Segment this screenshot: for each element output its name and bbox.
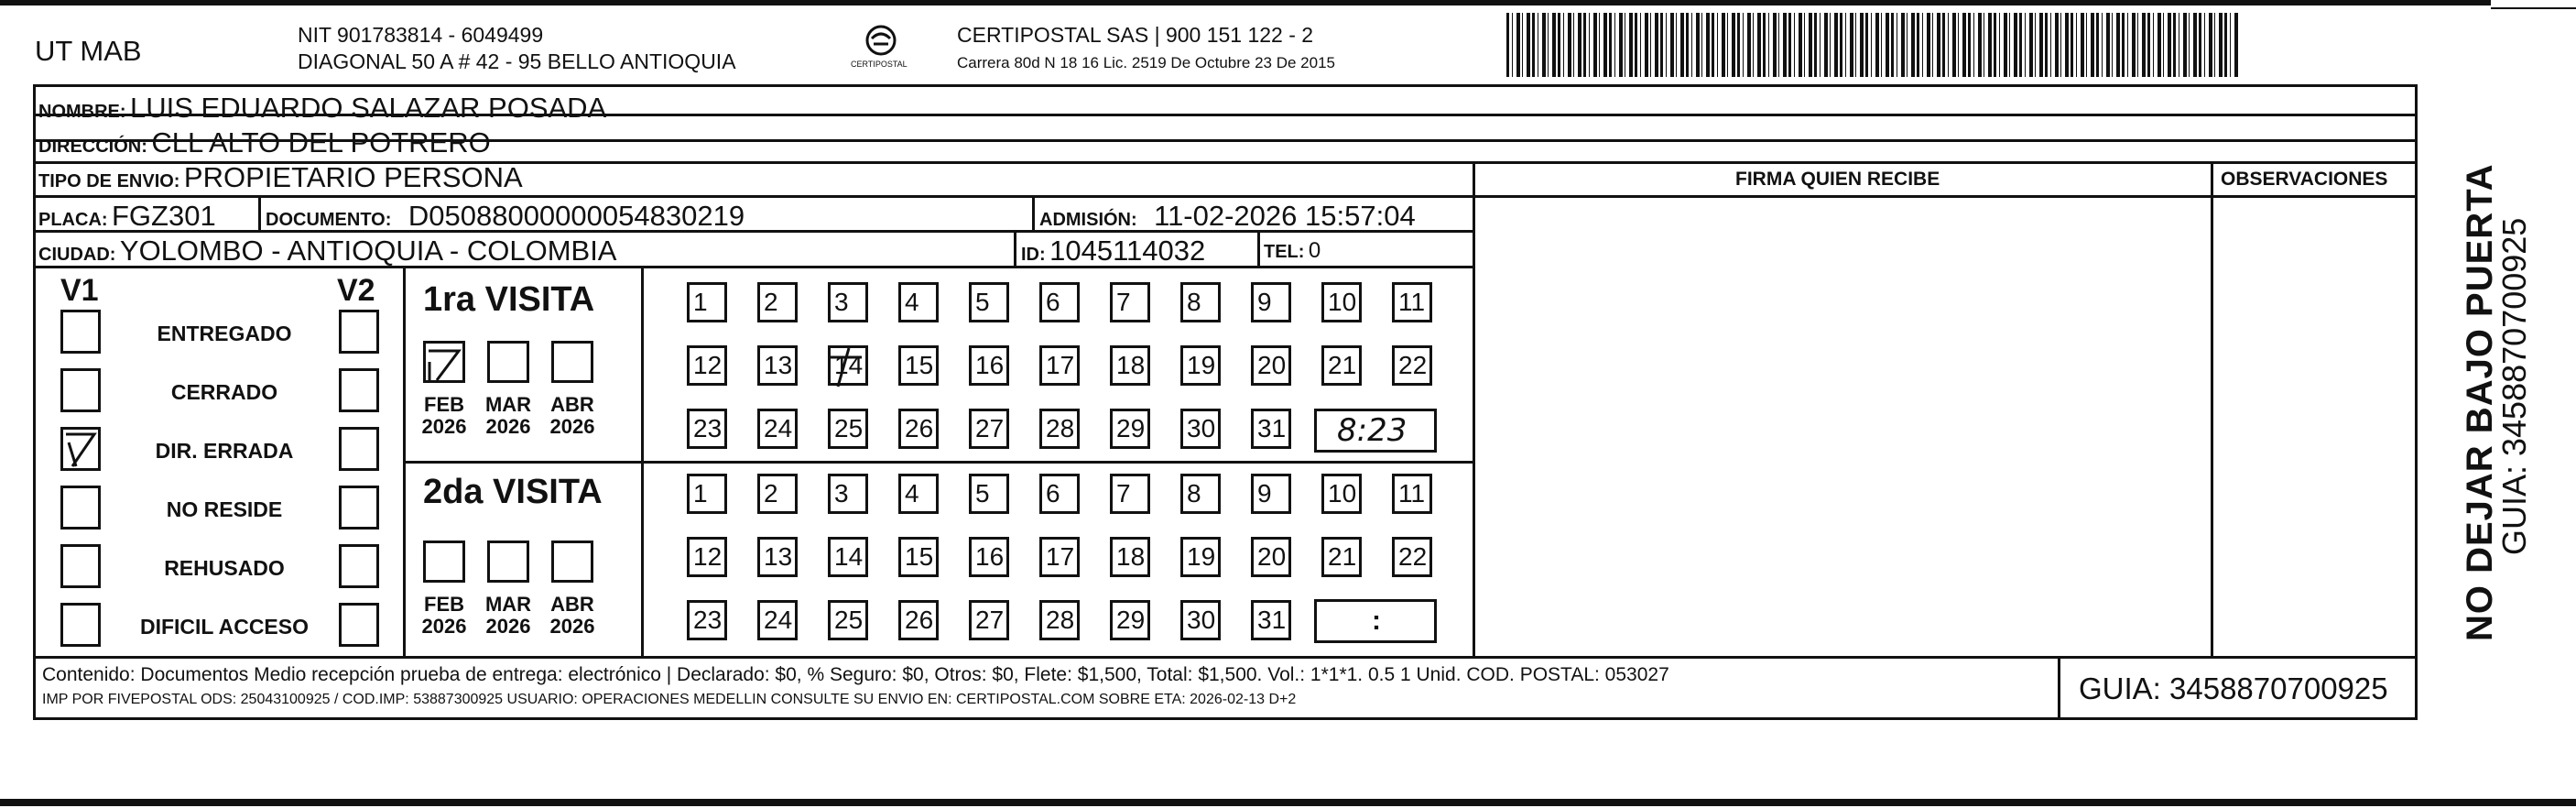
day-box[interactable] [1251, 282, 1291, 322]
day-number: 12 [693, 351, 723, 379]
month-name: MAR [484, 593, 532, 616]
day-box[interactable] [1180, 537, 1221, 577]
month-label [481, 394, 536, 438]
day-number: 7 [1116, 288, 1131, 316]
month-label [545, 594, 600, 638]
day-number: 23 [693, 414, 723, 442]
day-number: 9 [1257, 479, 1272, 508]
day-box[interactable] [1039, 409, 1080, 449]
day-number: 8 [1187, 288, 1201, 316]
day-number: 21 [1328, 351, 1357, 379]
day-number: 19 [1187, 351, 1216, 379]
day-box[interactable] [828, 600, 868, 640]
day-number: 23 [693, 606, 723, 634]
day-number: 29 [1116, 606, 1146, 634]
day-box[interactable] [757, 537, 798, 577]
company-address: DIAGONAL 50 A # 42 - 95 BELLO ANTIOQUIA [298, 49, 736, 73]
row-rule [33, 195, 2418, 198]
status-option-label: REHUSADO [164, 556, 285, 580]
day-number: 8 [1187, 479, 1201, 508]
bottom-border [0, 799, 2576, 806]
month-name: FEB [424, 593, 464, 616]
day-number: 9 [1257, 288, 1272, 316]
day-number: 10 [1328, 479, 1357, 508]
observaciones-header: OBSERVACIONES [2221, 169, 2388, 190]
first-time-box[interactable] [1314, 409, 1437, 453]
day-number: 3 [834, 479, 849, 508]
v2-checkbox[interactable] [339, 486, 379, 530]
month-checkbox[interactable] [487, 341, 529, 383]
v1-checkbox[interactable] [60, 368, 101, 412]
month-name: ABR [550, 593, 594, 616]
day-number: 21 [1328, 542, 1357, 571]
day-number: 12 [693, 542, 723, 571]
admision-label: ADMISIÓN: [1039, 210, 1137, 230]
day-box[interactable] [828, 474, 868, 514]
day-box[interactable] [1251, 537, 1291, 577]
day-box[interactable] [1321, 282, 1362, 322]
corner-rule [2491, 7, 2576, 9]
direccion-value: CLL ALTO DEL POTRERO [151, 126, 491, 158]
status-option-label: DIR. ERRADA [155, 439, 294, 463]
day-box[interactable] [969, 345, 1009, 386]
admision-value: 11-02-2026 15:57:04 [1154, 200, 1416, 232]
col-rule [2415, 110, 2418, 659]
col-rule [2211, 161, 2213, 659]
day-number: 14 [834, 351, 864, 379]
id-row [1021, 236, 1205, 265]
footer-guia: GUIA: 3458870700925 [2079, 672, 2388, 705]
ciudad-row [38, 236, 616, 265]
status-option-label: NO RESIDE [166, 497, 283, 521]
visit-divider [403, 461, 1474, 464]
tel-row [1264, 240, 1321, 262]
side-warning: NO DEJAR BAJO PUERTA [2460, 163, 2500, 641]
day-box[interactable] [687, 345, 727, 386]
day-box[interactable] [969, 600, 1009, 640]
day-number: 15 [905, 542, 934, 571]
month-year: 2026 [549, 415, 595, 439]
day-box[interactable] [1180, 600, 1221, 640]
day-box[interactable] [1392, 345, 1432, 386]
col-rule [641, 266, 644, 659]
day-number: 31 [1257, 606, 1287, 634]
tipo-label: TIPO DE ENVIO: [38, 171, 180, 191]
month-year: 2026 [549, 615, 595, 639]
day-number: 26 [905, 606, 934, 634]
day-number: 14 [834, 542, 864, 571]
logo-text: CERTIPOSTAL [851, 60, 908, 69]
col-rule [1014, 230, 1016, 267]
placa-label: PLACA: [38, 210, 108, 230]
day-box[interactable] [1392, 282, 1432, 322]
col-rule [1032, 195, 1035, 232]
day-number: 29 [1116, 414, 1146, 442]
day-box[interactable] [1392, 474, 1432, 514]
day-box[interactable] [1039, 282, 1080, 322]
day-number: 2 [764, 479, 778, 508]
day-box[interactable] [687, 474, 727, 514]
day-box[interactable] [687, 537, 727, 577]
day-box[interactable] [1039, 474, 1080, 514]
day-box[interactable] [898, 474, 939, 514]
day-number: 27 [975, 606, 1005, 634]
day-number: 10 [1328, 288, 1357, 316]
day-box[interactable] [969, 282, 1009, 322]
status-option-label: CERRADO [170, 380, 278, 404]
second-time-value: : [1372, 606, 1381, 636]
day-number: 6 [1046, 288, 1060, 316]
v1-checkbox[interactable] [60, 310, 101, 354]
first-visit-title: 1ra VISITA [423, 280, 595, 319]
day-box[interactable] [1180, 409, 1221, 449]
v2-checkbox[interactable] [339, 603, 379, 647]
v2-label: V2 [337, 273, 375, 308]
day-number: 31 [1257, 414, 1287, 442]
day-box[interactable] [687, 409, 727, 449]
day-box[interactable] [898, 600, 939, 640]
day-box[interactable] [1039, 537, 1080, 577]
day-number: 17 [1046, 351, 1075, 379]
day-number: 7 [1116, 479, 1131, 508]
day-box[interactable] [898, 345, 939, 386]
month-year: 2026 [421, 415, 467, 439]
day-number: 5 [975, 288, 990, 316]
barcode-graphic [1506, 13, 2239, 77]
day-box[interactable] [1321, 537, 1362, 577]
day-number: 11 [1398, 288, 1426, 316]
day-box[interactable] [757, 345, 798, 386]
col-rule [2058, 656, 2060, 720]
month-year: 2026 [485, 615, 531, 639]
side-guia: GUIA: 3458870700925 [2495, 217, 2533, 555]
day-box[interactable] [1110, 600, 1150, 640]
footer-content: Contenido: Documentos Medio recepción prueba de entrega: electrónico | Declarado: $0, % Seguro: $0, Otros: $0, Flete: $1,500, Total: $1,500. Vol.: 1*1*1. 0.5 1 Unid. COD. POSTAL: 053027 [42, 664, 1669, 685]
day-box[interactable] [757, 600, 798, 640]
v1-checkbox[interactable] [60, 486, 101, 530]
tipo-row [38, 163, 523, 191]
id-label: ID: [1021, 245, 1046, 265]
nombre-label: NOMBRE: [38, 102, 126, 122]
day-box[interactable] [757, 282, 798, 322]
status-option-label: ENTREGADO [157, 322, 292, 345]
day-number: 13 [764, 351, 793, 379]
day-check-mark [825, 344, 875, 397]
day-number: 25 [834, 606, 864, 634]
day-box[interactable] [969, 409, 1009, 449]
day-number: 30 [1187, 414, 1216, 442]
certipostal-logo-icon [847, 22, 915, 71]
day-number: 24 [764, 414, 793, 442]
month-label [481, 594, 536, 638]
day-box[interactable] [687, 282, 727, 322]
top-border [0, 0, 2491, 5]
day-box[interactable] [1180, 345, 1221, 386]
direccion-label: DIRECCIÓN: [38, 136, 147, 157]
day-box[interactable] [1321, 345, 1362, 386]
v2-checkbox[interactable] [339, 544, 379, 588]
month-name: MAR [484, 393, 532, 416]
placa-row [38, 202, 216, 230]
day-box[interactable] [828, 537, 868, 577]
nombre-value: LUIS EDUARDO SALAZAR POSADA [130, 92, 607, 124]
carrier-license: Carrera 80d N 18 16 Lic. 2519 De Octubre 23 De 2015 [957, 54, 1335, 71]
carrier-name: CERTIPOSTAL SAS | 900 151 122 - 2 [957, 23, 1314, 47]
col-rule [1473, 161, 1475, 659]
tel-value: 0 [1308, 238, 1321, 263]
day-number: 4 [905, 288, 919, 316]
day-number: 6 [1046, 479, 1060, 508]
month-checkbox[interactable] [551, 341, 593, 383]
day-box[interactable] [828, 409, 868, 449]
ciudad-label: CIUDAD: [38, 245, 116, 265]
day-number: 5 [975, 479, 990, 508]
nombre-row [38, 93, 606, 122]
day-box[interactable] [898, 409, 939, 449]
day-box[interactable] [1180, 282, 1221, 322]
direccion-row [38, 128, 491, 157]
company-name: UT MAB [35, 35, 142, 67]
month-name: FEB [424, 393, 464, 416]
v1-checkbox[interactable] [60, 603, 101, 647]
day-box[interactable] [1251, 345, 1291, 386]
admision-row [1039, 202, 1416, 230]
day-number: 24 [764, 606, 793, 634]
v2-checkbox[interactable] [339, 368, 379, 412]
day-box[interactable] [828, 345, 868, 386]
v1-label: V1 [60, 273, 99, 308]
documento-value: D05088000000054830219 [408, 200, 745, 232]
ciudad-value: YOLOMBO - ANTIOQUIA - COLOMBIA [119, 235, 617, 267]
day-box[interactable] [1110, 282, 1150, 322]
day-number: 1 [693, 288, 708, 316]
first-time-value: 8:23 [1337, 412, 1408, 449]
day-number: 11 [1398, 479, 1426, 508]
day-box[interactable] [898, 537, 939, 577]
day-box[interactable] [1180, 474, 1221, 514]
day-box[interactable] [898, 282, 939, 322]
day-box[interactable] [1251, 409, 1291, 449]
day-number: 13 [764, 542, 793, 571]
col-rule [1257, 230, 1260, 267]
day-number: 16 [975, 542, 1005, 571]
col-rule [403, 266, 406, 659]
month-label [545, 394, 600, 438]
day-box[interactable] [757, 474, 798, 514]
month-checkbox[interactable] [551, 540, 593, 583]
status-option-label: DIFICIL ACCESO [139, 615, 309, 639]
day-number: 27 [975, 414, 1005, 442]
day-box[interactable] [757, 409, 798, 449]
day-number: 25 [834, 414, 864, 442]
id-value: 1045114032 [1049, 235, 1206, 267]
day-number: 2 [764, 288, 778, 316]
month-name: ABR [550, 393, 594, 416]
second-time-box[interactable] [1314, 599, 1437, 643]
day-box[interactable] [1039, 345, 1080, 386]
documento-row [266, 202, 745, 230]
day-number: 16 [975, 351, 1005, 379]
day-box[interactable] [828, 282, 868, 322]
v2-checkbox[interactable] [339, 427, 379, 471]
month-checkbox[interactable] [487, 540, 529, 583]
col-rule [258, 195, 261, 232]
month-year: 2026 [421, 615, 467, 639]
day-number: 15 [905, 351, 934, 379]
month-checkbox[interactable] [423, 540, 465, 583]
day-box[interactable] [1110, 409, 1150, 449]
tipo-value: PROPIETARIO PERSONA [183, 161, 523, 193]
day-number: 28 [1046, 414, 1075, 442]
month-checkbox[interactable] [423, 341, 465, 383]
day-box[interactable] [687, 600, 727, 640]
month-year: 2026 [485, 415, 531, 439]
day-box[interactable] [1392, 537, 1432, 577]
day-number: 26 [905, 414, 934, 442]
day-number: 28 [1046, 606, 1075, 634]
second-visit-title: 2da VISITA [423, 473, 603, 511]
placa-value: FGZ301 [112, 200, 216, 232]
footer-print-info: IMP POR FIVEPOSTAL ODS: 25043100925 / COD.IMP: 53887300925 USUARIO: OPERACIONES MEDELLIN CONSULTE SU ENVIO EN: CERTIPOSTAL.COM SOBRE ETA: 2026-02-13 D+2 [42, 692, 1297, 707]
day-number: 18 [1116, 351, 1146, 379]
day-number: 30 [1187, 606, 1216, 634]
day-box[interactable] [969, 474, 1009, 514]
v2-checkbox[interactable] [339, 310, 379, 354]
month-label [417, 394, 472, 438]
month-label [417, 594, 472, 638]
day-number: 22 [1398, 351, 1428, 379]
day-number: 1 [693, 479, 708, 508]
firma-header: FIRMA QUIEN RECIBE [1735, 169, 1940, 190]
day-number: 18 [1116, 542, 1146, 571]
day-number: 22 [1398, 542, 1428, 571]
v1-checkbox[interactable] [60, 427, 101, 471]
day-box[interactable] [1321, 474, 1362, 514]
day-number: 20 [1257, 542, 1287, 571]
day-box[interactable] [1251, 474, 1291, 514]
day-box[interactable] [1110, 474, 1150, 514]
day-number: 4 [905, 479, 919, 508]
day-box[interactable] [1110, 537, 1150, 577]
day-number: 19 [1187, 542, 1216, 571]
v1-checkbox[interactable] [60, 544, 101, 588]
tel-label: TEL: [1264, 242, 1305, 262]
day-number: 20 [1257, 351, 1287, 379]
day-box[interactable] [1251, 600, 1291, 640]
day-box[interactable] [1110, 345, 1150, 386]
day-box[interactable] [1039, 600, 1080, 640]
company-nit: NIT 901783814 - 6049499 [298, 23, 544, 47]
day-number: 3 [834, 288, 849, 316]
documento-label: DOCUMENTO: [266, 210, 392, 230]
day-number: 17 [1046, 542, 1075, 571]
day-box[interactable] [969, 537, 1009, 577]
